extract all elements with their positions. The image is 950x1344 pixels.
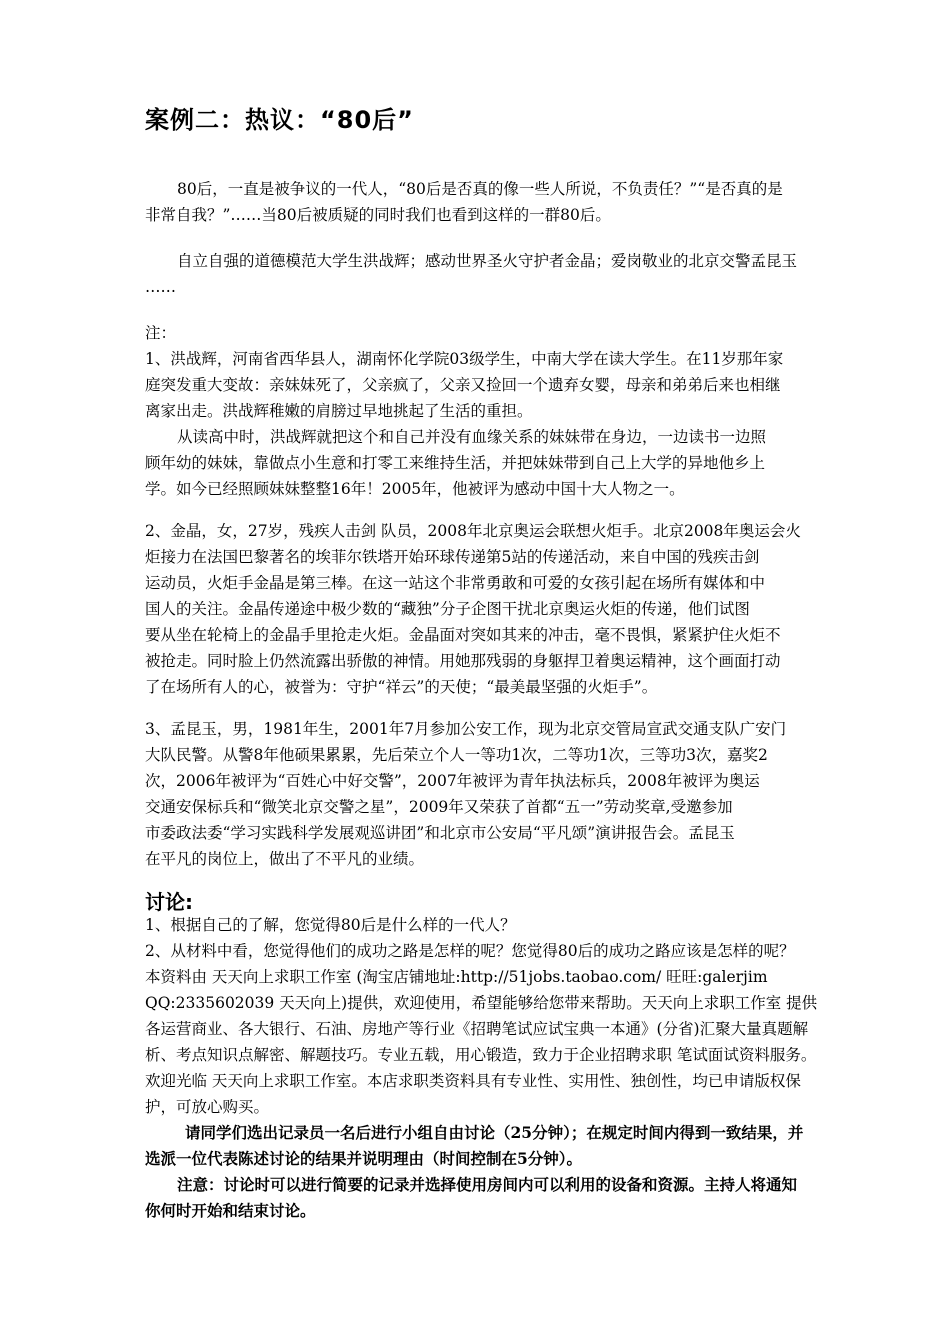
intro-paragraph: [145, 176, 845, 228]
source-line: 护，可放心购买。: [145, 1098, 270, 1116]
note-line: 2、金晶，女，27岁，残疾人击剑 队员，2008年北京奥运会联想火炬手。北京2008年奥运会火: [145, 522, 801, 540]
intro-line: 80后，一直是被争议的一代人，“80后是否真的像一些人所说，不负责任？”“是否真的是: [177, 180, 783, 198]
source-line: QQ:2335602039 天天向上)提供，欢迎使用，希望能够给您带来帮助。天天向上求职工作室 提供: [145, 994, 818, 1012]
note-line: 国人的关注。金晶传递途中极少数的“藏独”分子企图干扰北京奥运火炬的传递，他们试图: [145, 600, 750, 618]
instruction-line: 请同学们选出记录员一名后进行小组自由讨论（25分钟）；在规定时间内得到一致结果，并: [185, 1123, 804, 1142]
note-line: 学。如今已经照顾妹妹整整16年！2005年，他被评为感动中国十大人物之一。: [145, 480, 685, 498]
note-line: 交通安保标兵和“微笑北京交警之星”，2009年又荣获了首都“五一”劳动奖章,受邀参加: [145, 798, 733, 816]
discussion-heading: 讨论:: [145, 890, 193, 914]
source-line: 各运营商业、各大银行、石油、房地产等行业《招聘笔试应试宝典一本通》(分省)汇聚大量真题解: [145, 1020, 809, 1038]
note-line: 被抢走。同时脸上仍然流露出骄傲的神情。用她那残弱的身躯捍卫着奥运精神，这个画面打动: [145, 652, 781, 670]
source-line: 析、考点知识点解密、解题技巧。专业五载，用心锻造，致力于企业招聘求职 笔试面试资料服务。: [145, 1046, 817, 1064]
notes-section: [145, 320, 845, 502]
note-line: 要从坐在轮椅上的金晶手里抢走火炬。金晶面对突如其来的冲击，毫不畏惧，紧紧护住火炬不: [145, 626, 781, 644]
note-line: 次，2006年被评为“百姓心中好交警”，2007年被评为青年执法标兵，2008年被评为奥运: [145, 772, 760, 790]
note-item-2: [145, 518, 845, 700]
note-line: 运动员，火炬手金晶是第三棒。在这一站这个非常勇敢和可爱的女孩引起在场所有媒体和中: [145, 574, 766, 592]
intro-examples: [145, 248, 845, 300]
source-line: 本资料由 天天向上求职工作室 (淘宝店铺地址:http://51jobs.taobao.com/ 旺旺:galerjim: [145, 968, 768, 986]
intro-line: 非常自我？”……当80后被质疑的同时我们也看到这样的一群80后。: [145, 206, 611, 224]
instruction-line: 注意：讨论时可以进行简要的记录并选择使用房间内可以利用的设备和资源。主持人将通知: [177, 1175, 798, 1194]
note-line: 离家出走。洪战辉稚嫩的肩膀过早地挑起了生活的重担。: [145, 402, 533, 420]
note-line: 市委政法委“学习实践科学发展观巡讲团”和北京市公安局“平凡颂”演讲报告会。孟昆玉: [145, 824, 735, 842]
note-line: 在平凡的岗位上，做出了不平凡的业绩。: [145, 850, 425, 868]
discussion-section: [145, 912, 845, 1224]
intro-line: 自立自强的道德模范大学生洪战辉；感动世界圣火守护者金晶；爱岗敬业的北京交警孟昆玉: [177, 252, 798, 270]
note-line: 1、洪战辉，河南省西华县人，湖南怀化学院03级学生，中南大学在读大学生。在11岁那年家: [145, 350, 784, 368]
note-item-3: [145, 716, 845, 872]
intro-line: ……: [145, 278, 176, 296]
source-line: 欢迎光临 天天向上求职工作室。本店求职类资料具有专业性、实用性、独创性，均已申请版权保: [145, 1072, 801, 1090]
question-line: 1、根据自己的了解，您觉得80后是什么样的一代人？: [145, 916, 516, 934]
note-line: 大队民警。从警8年他硕果累累，先后荣立个人一等功1次，二等功1次，三等功3次，嘉奖2: [145, 746, 768, 764]
question-line: 2、从材料中看，您觉得他们的成功之路是怎样的呢？您觉得80后的成功之路应该是怎样的呢？: [145, 942, 795, 960]
note-line: 从读高中时，洪战辉就把这个和自己并没有血缘关系的妹妹带在身边，一边读书一边照: [177, 428, 767, 446]
instruction-line: 选派一位代表陈述讨论的结果并说明理由（时间控制在5分钟）。: [145, 1149, 583, 1168]
page-title: 案例二：热议：“80后”: [145, 106, 414, 134]
note-line: 顾年幼的妹妹，靠做点小生意和打零工来维持生活，并把妹妹带到自己上大学的异地他乡上: [145, 454, 766, 472]
note-line: 了在场所有人的心，被誉为：守护“祥云”的天使；“最美最坚强的火炬手”。: [145, 678, 658, 696]
note-line: 庭突发重大变故：亲妹妹死了，父亲疯了，父亲又捡回一个遗弃女婴，母亲和弟弟后来也相继: [145, 376, 781, 394]
notes-label: 注：: [145, 324, 177, 342]
instruction-line: 你何时开始和结束讨论。: [145, 1201, 316, 1220]
note-line: 炬接力在法国巴黎著名的埃菲尔铁塔开始环球传递第5站的传递活动，来自中国的残疾击剑: [145, 548, 760, 566]
note-line: 3、孟昆玉，男，1981年生，2001年7月参加公安工作，现为北京交管局宣武交通支队广安门: [145, 720, 787, 738]
